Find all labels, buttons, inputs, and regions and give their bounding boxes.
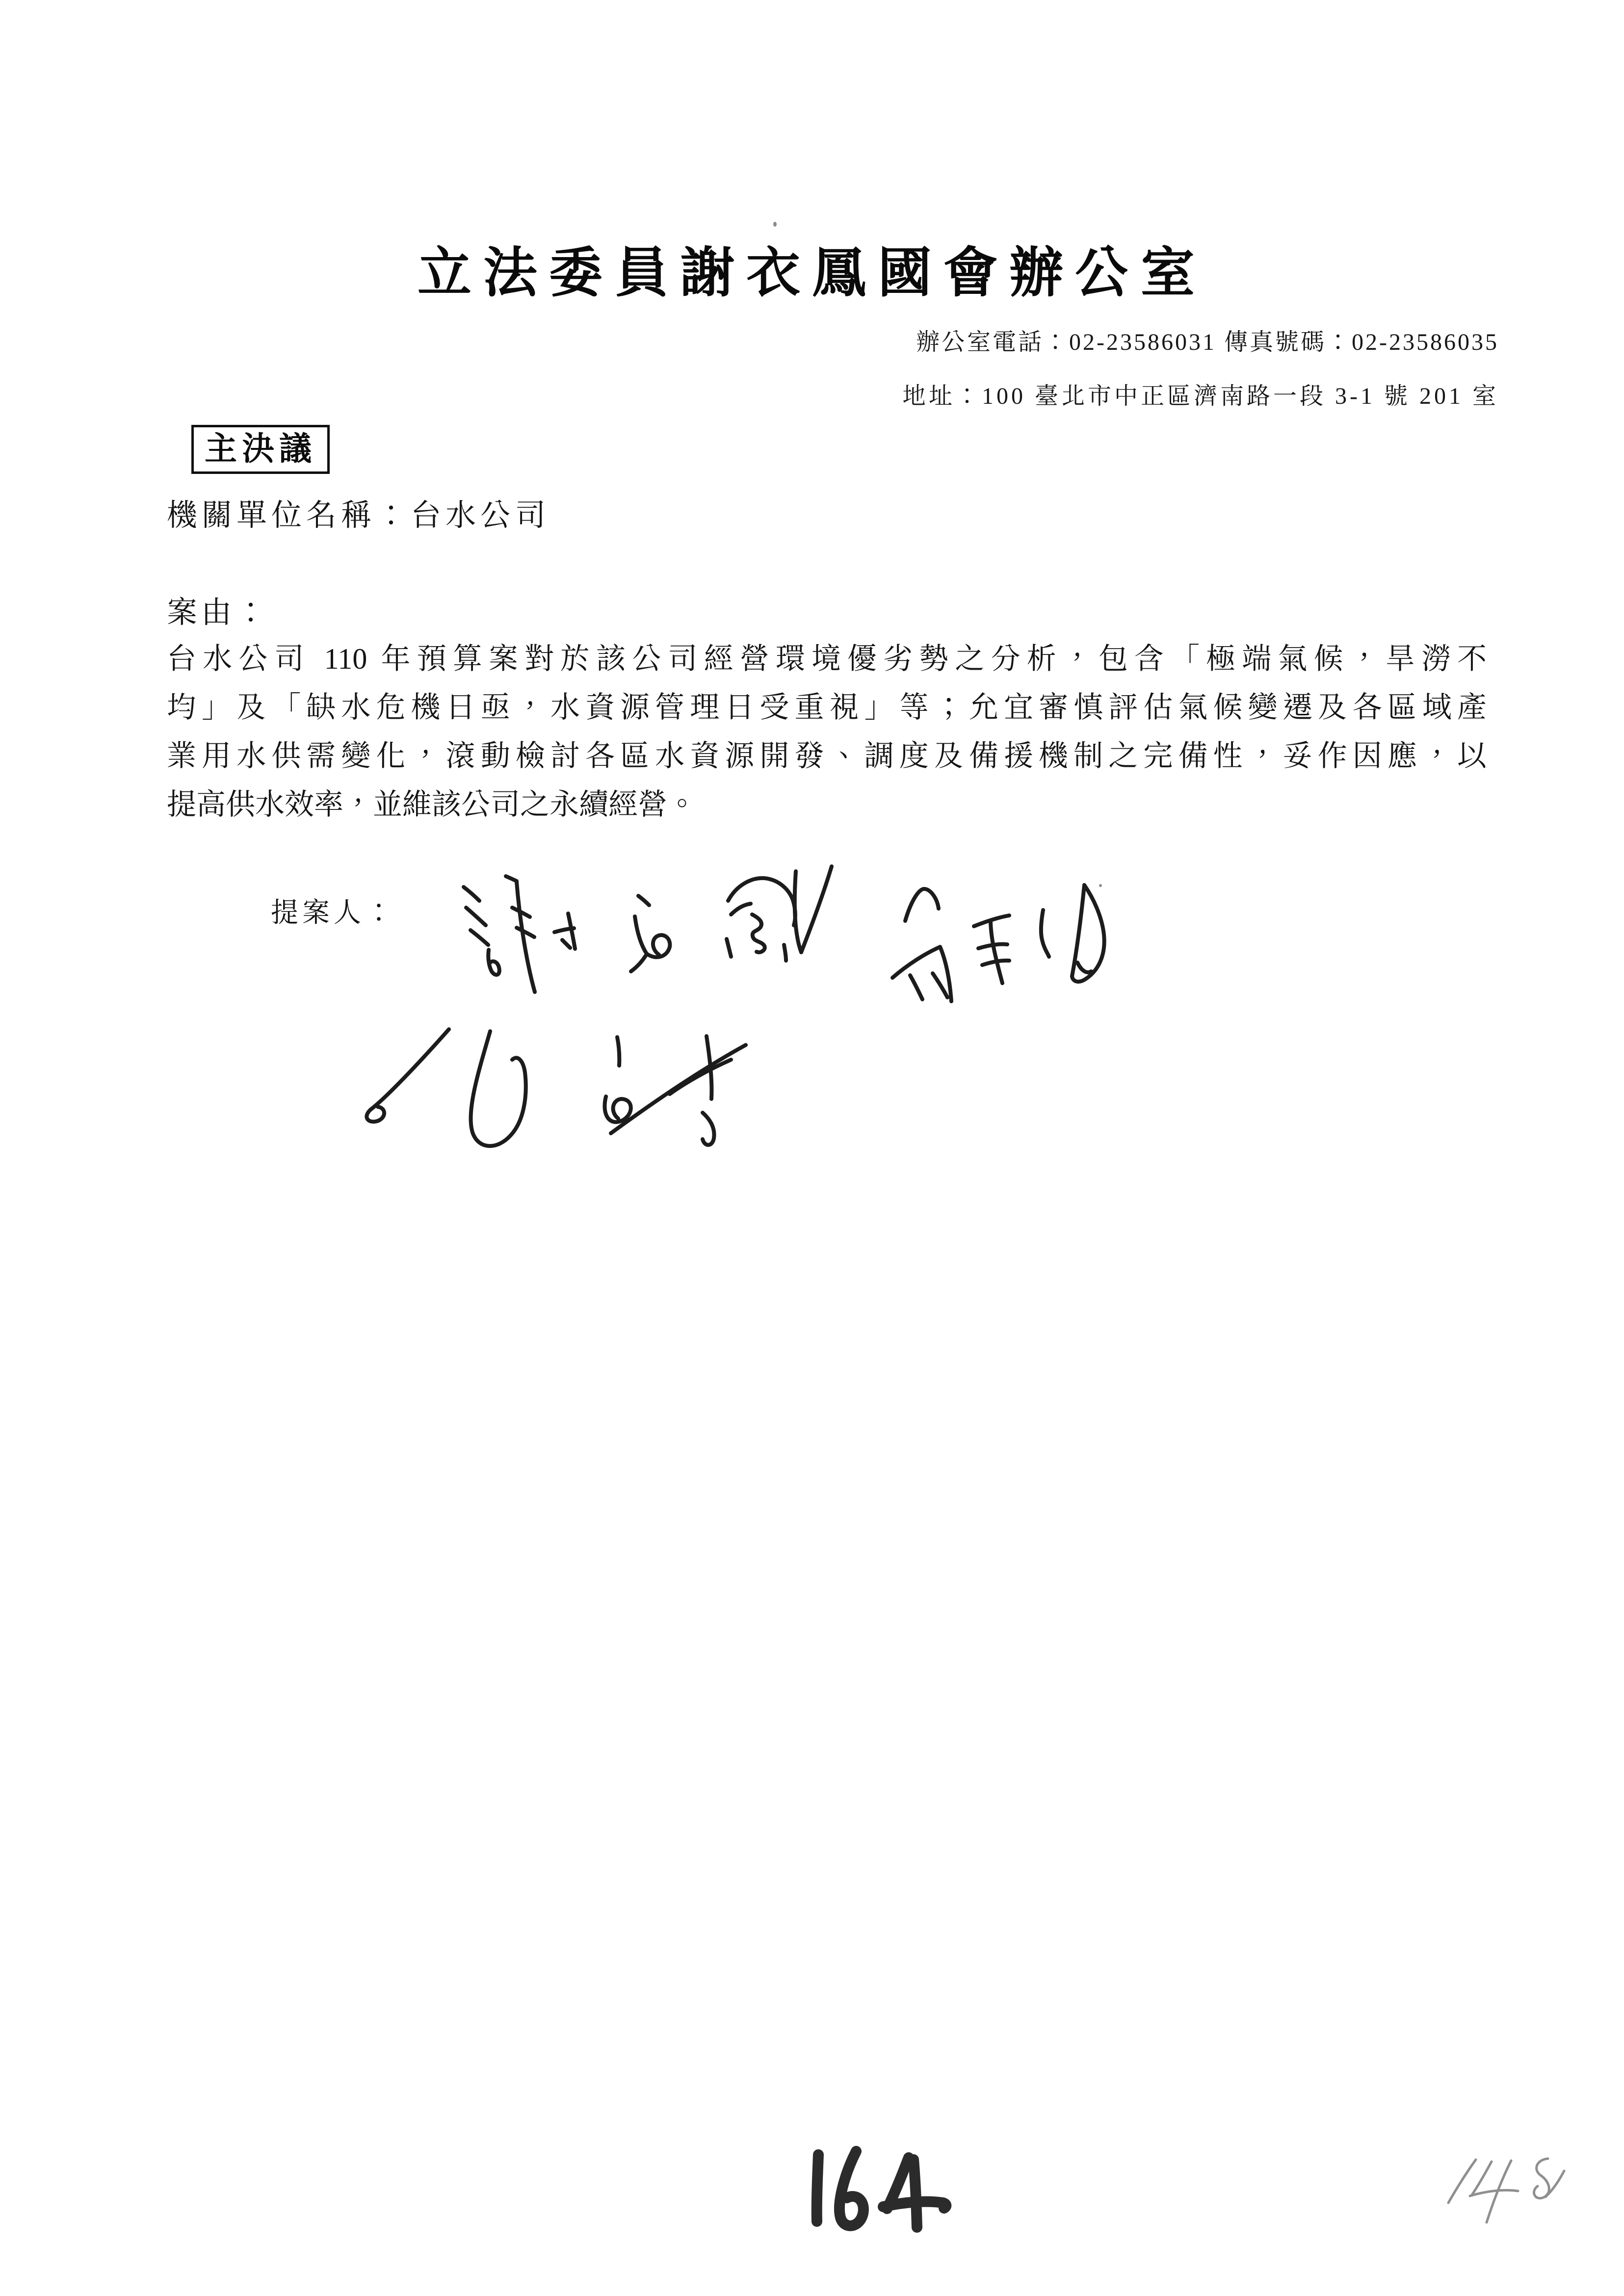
subject-body-line: 提高供水效率，並維該公司之永續經營。 xyxy=(167,788,697,821)
subject-body-line: 台水公司 110 年預算案對於該公司經營環境優劣勢之分析，包含「極端氣候，旱澇不 xyxy=(167,643,1487,675)
agency-name-line: 機關單位名稱：台水公司 xyxy=(167,499,550,532)
proposer-label: 提案人： xyxy=(271,898,396,928)
scan-speckle xyxy=(1099,884,1102,887)
office-title: 立法委員謝衣鳳國會辦公室 xyxy=(418,243,1206,303)
office-address-line: 地址：100 臺北市中正區濟南路一段 3-1 號 201 室 xyxy=(902,383,1499,409)
subject-body-line: 業用水供需變化，滾動檢討各區水資源開發、調度及備援機制之完備性，妥作因應，以 xyxy=(167,740,1487,772)
office-phone-fax-line: 辦公室電話：02-23586031 傳真號碼：02-23586035 xyxy=(916,329,1499,355)
subject-label: 案由： xyxy=(167,596,270,629)
subject-body-line: 均」及「缺水危機日亟，水資源管理日受重視」等；允宜審慎評估氣候變遷及各區域產 xyxy=(167,691,1487,724)
scan-speckle xyxy=(773,222,777,227)
resolution-type-badge: 主決議 xyxy=(191,425,330,474)
